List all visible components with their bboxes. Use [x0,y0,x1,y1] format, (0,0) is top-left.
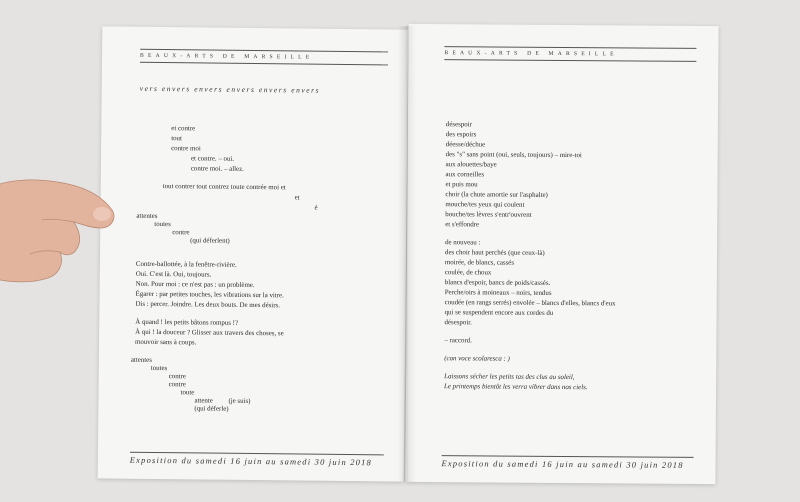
poem-line: Perche/oirs à moineaux – noirs, tendus [444,289,552,297]
poem-line: et contre [171,125,196,133]
poem-line: Égarer : par petites touches, les vibrations sur la vitre. [135,290,284,300]
poem-line: Le printemps bientôt les verra vibrer dans nos ciels. [444,383,588,392]
poem-line: attente [194,397,213,405]
poem-line: toutes [154,220,171,229]
poem-line: et contre. – oui. [190,155,235,163]
poem-line: Non. Pour moi : ce n'est pas : un problème. [135,280,255,290]
poem-line: Laissons sécher les petits tas des clus au soleil, [444,373,575,382]
poem-line: contre [168,381,186,389]
poem-line: tout contrer tout contrez toute contrée moi et [162,183,286,192]
poem-line: des espoirs [445,131,477,139]
poem-line: é [314,204,318,212]
poem-line: Dis : percer. Joindre. Les deux bouts. De mes désirs. [135,300,280,310]
poem-line: (qui déferle) [194,405,229,413]
poem-line: des "s" sans point (oui, seuls, toujours) – mire-toi [445,151,582,160]
poem-line: coudée (en rangs serrés) envolée – blancs d'elles, blancs d'eux [444,299,616,308]
left-page-header: BEAUX-ARTS DE MARSEILLE [140,49,388,66]
poem-line: moirée, de blancs, cassés [444,259,515,267]
poem-line: contre moi. – allez. [190,165,244,173]
poem-line: et s'effondre [445,221,480,229]
poem-line: blancs d'espoir, bancs de poids/cassés. [444,279,551,287]
poem-line: aux corneilles [445,171,485,179]
poem-line: contre moi [171,145,201,153]
poem-line: contre [172,229,190,237]
poem-line: tout [171,135,182,143]
poem-line: coulée, de choux [444,269,492,277]
poem-line: déesse/déchue [445,141,486,149]
right-page [405,24,718,484]
poem-line: – raccord. [444,337,472,345]
right-page-header: BEAUX-ARTS DE MARSEILLE [444,46,696,62]
left-page [98,26,409,481]
poem-line: À qui ! la douceur ? Glisser aux travers des choses, se [135,328,284,338]
poem-line: et [294,194,300,202]
poem-line: contre [168,373,186,381]
poem-line: de nouveau : [445,239,481,247]
poem-line: mouche/tes yeux qui coulent [445,201,525,209]
poem-line: mouvoir sans à coups. [135,338,197,347]
right-page-footer: Exposition du samedi 16 juin au samedi 30 juin 2018 [441,455,693,474]
poem-line: toutes [150,364,168,373]
poem-line: Oui. C'est là. Oui, toujours. [135,270,212,279]
poem-line: désespoir. [444,319,472,327]
poem-line: choir (la chute amortie sur l'asphalte) [445,191,548,199]
poem-line: qui se suspendent encore aux cordes du [444,309,554,317]
left-page-tagline: vers envers envers envers envers envers [139,83,321,95]
poem-line: Contre-ballottée, à la fenêtre-rivière. [135,260,237,269]
poem-line: (je suis) [228,397,251,405]
poem-line: (qui déferlent) [190,237,230,245]
poem-line: (con voce scolaresca : ) [444,355,510,363]
left-page-footer: Exposition du samedi 16 juin au samedi 30 juin 2018 [130,452,384,472]
poem-line: attentes [136,212,158,220]
poem-line: désespoir [445,121,472,129]
poem-line: attentes [130,356,152,364]
poem-line: bouche/tes lèvres s'entr'ouvrent [445,211,532,219]
poem-line: et puis mou [445,181,478,189]
poem-line: À quand ! les petits bâtons rompus !? [135,318,239,327]
poem-line: aux alouettes/baye [445,161,497,169]
poem-line: des choir haut perchés (que ceux-là) [444,249,545,257]
poem-line: toute [180,389,195,397]
